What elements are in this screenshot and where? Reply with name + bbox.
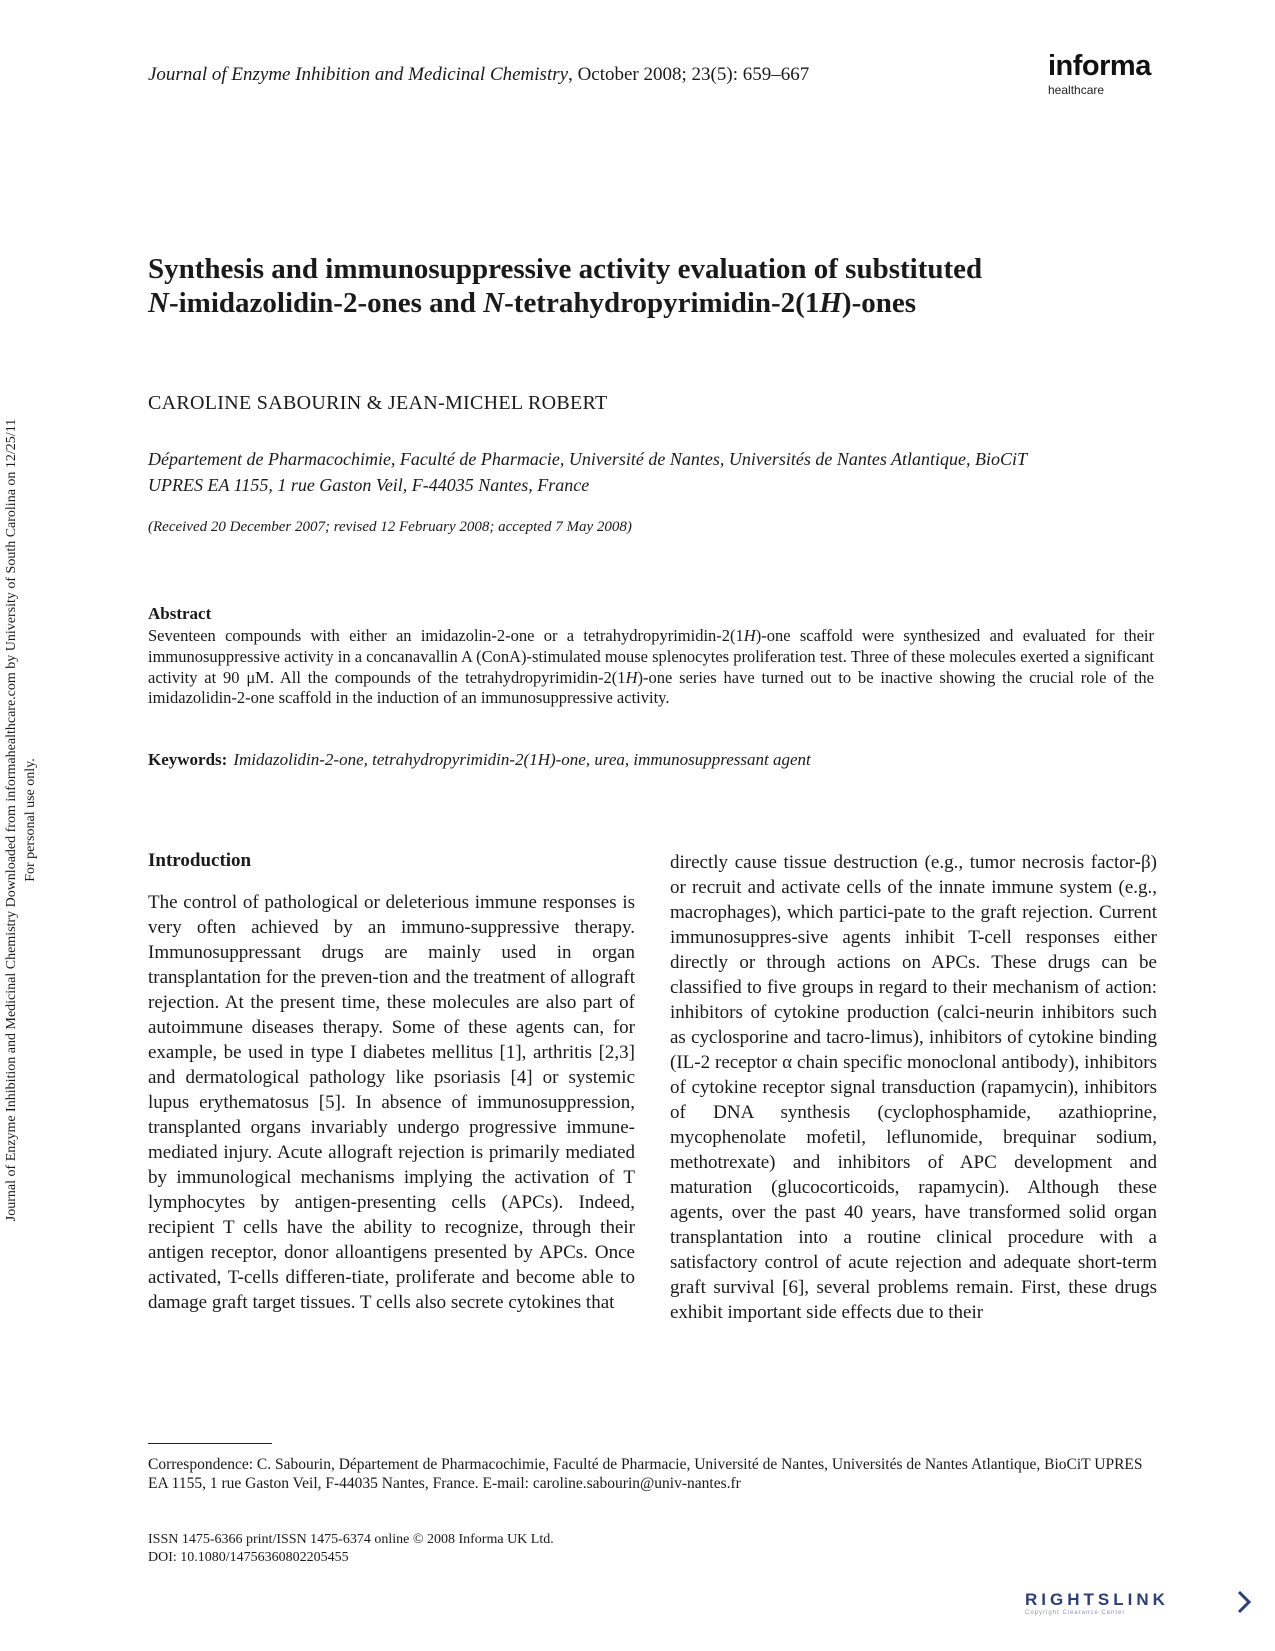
intro-right-column: directly cause tissue destruction (e.g., tumor necrosis factor-β) or recruit and activate cells of the innate immune system (e.g., macrophages), which partici-pate to the graft rejection. Current immunosuppres-sive agents inhibit T-cell responses either directly or through actions on APCs. These drugs can be classified to five groups in regard to their mechanism of action: inhibitors of cytokine production (calci-neurin inhibitors such as cyclosporine and tacro-limus), inhibitors of cytokine binding (IL-2 receptor α chain specific monoclonal antibody), inhibitors of cytokine receptor signal transduction (rapamycin), inhibitors of DNA synthesis (cyclophosphamide, azathioprine, mycophenolate mofetil, leflunomide, brequinar sodium, methotrexate) and inhibitors of APC development and maturation (glucocorticoids, rapamycin). Although these agents, over the past 40 years, have transformed solid organ transplantation into a routine clinical procedure with a satisfactory control of acute rejection and adequate short-term graft survival [6], several problems remain. First, these drugs exhibit important side effects due to their <box>670 852 1157 1323</box>
logo-subtitle: healthcare <box>1048 83 1105 97</box>
download-notice <box>2 340 42 1300</box>
download-notice-line2: For personal use only. <box>23 758 38 882</box>
issn-block <box>148 1531 554 1567</box>
abstract-italic: H <box>625 667 638 687</box>
abstract-part: )-one scaffold were synthesized and evaluated for their immunosuppressive activity in a concanavallin A (ConA)-stimulated mouse splenocytes proliferation test. Three of these molecules exerted a significant activity at 90 μM. All the compounds of the tetrahydropyrimidin-2(1 <box>148 626 1154 687</box>
keywords-text: Imidazolidin-2-one, tetrahydropyrimidin-2(1H)-one, urea, immunosuppressant agent <box>233 750 811 769</box>
abstract-italic: H <box>743 626 756 645</box>
affiliation-line2: UPRES EA 1155, 1 rue Gaston Veil, F-44035 Nantes, France <box>148 475 590 495</box>
affiliation <box>148 446 1158 498</box>
issn-line: ISSN 1475-6366 print/ISSN 1475-6374 online © 2008 Informa UK Ltd. <box>148 1532 554 1547</box>
rightslink-chevron-icon <box>1239 1592 1249 1612</box>
article-title <box>148 252 1158 320</box>
journal-issue: , October 2008; 23(5): 659–667 <box>568 64 810 85</box>
rightslink-logo <box>1025 1588 1257 1616</box>
footnote-rule <box>148 1443 272 1444</box>
logo-wordmark: informa <box>1048 50 1151 82</box>
authors: CAROLINE SABOURIN & JEAN-MICHEL ROBERT <box>148 392 608 414</box>
intro-left-column: The control of pathological or deleterious immune responses is very often achieved by an immuno-suppressive therapy. Immunosuppressant drugs are mainly used in organ transplantation for the preven-tion and the treatment of allograft rejection. At the present time, these molecules are also part of autoimmune diseases therapy. Some of these agents can, for example, be used in type I diabetes mellitus [1], arthritis [2,3] and dermatological pathology like psoriasis [4] or systemic lupus erythematosus [5]. In absence of immunosuppression, transplanted organs invariably undergo progressive immune-mediated injury. Acute allograft rejection is primarily mediated by immunological mechanisms implying the activation of T lymphocytes by antigen-presenting cells (APCs). Indeed, recipient T cells have the ability to recognize, through their antigen receptor, donor alloantigens presented by APCs. Once activated, T-cells differen-tiate, proliferate and become able to damage graft target tissues. T cells also secrete cytokines that <box>148 892 635 1313</box>
correspondence-note: Correspondence: C. Sabourin, Département de Pharmacochimie, Faculté de Pharmacie, Université de Nantes, Universités de Nantes Atlantique, BioCiT UPRES EA 1155, 1 rue Gaston Veil, F-44035 Nantes, France. E-mail: caroline.sabourin@univ-nantes.fr <box>148 1456 1143 1492</box>
abstract-heading: Abstract <box>148 604 212 623</box>
title-part: -imidazolidin-2-ones and <box>168 287 484 319</box>
keywords <box>148 750 811 770</box>
keywords-label: Keywords: <box>148 750 228 769</box>
title-italic-n: N <box>148 287 169 319</box>
title-part: -tetrahydropyrimidin-2(1 <box>504 287 820 319</box>
doi-line: DOI: 10.1080/14756360802205455 <box>148 1550 349 1565</box>
download-notice-line1: Journal of Enzyme Inhibition and Medicinal Chemistry Downloaded from informahealthcare.com by University of South Carolina on 12/25/11 <box>4 418 19 1222</box>
journal-citation <box>148 64 809 86</box>
title-part: )-ones <box>841 287 917 319</box>
received-dates: (Received 20 December 2007; revised 12 February 2008; accepted 7 May 2008) <box>148 519 632 535</box>
journal-name: Journal of Enzyme Inhibition and Medicinal Chemistry <box>148 64 569 85</box>
abstract-part: Seventeen compounds with either an imidazolin-2-one or a tetrahydropyrimidin-2(1 <box>148 626 744 645</box>
title-italic-n: N <box>483 287 505 319</box>
rightslink-text: RIGHTSLINK <box>1025 1590 1169 1609</box>
publisher-logo <box>1048 52 1158 97</box>
title-italic-h: H <box>819 287 842 319</box>
introduction-heading: Introduction <box>148 850 252 871</box>
abstract-part: )-one series have turned out to be inactive showing the crucial role of the imidazolidin-2-one scaffold in the induction of an immunosuppressive activity. <box>148 667 1154 708</box>
rightslink-subtext: Copyright Clearance Center <box>1025 1610 1126 1616</box>
abstract-text <box>148 626 1154 709</box>
title-line1: Synthesis and immunosuppressive activity evaluation of substituted <box>148 253 983 285</box>
affiliation-line1: Département de Pharmacochimie, Faculté de Pharmacie, Université de Nantes, Universités de Nantes Atlantique, BioCiT <box>148 449 1027 469</box>
